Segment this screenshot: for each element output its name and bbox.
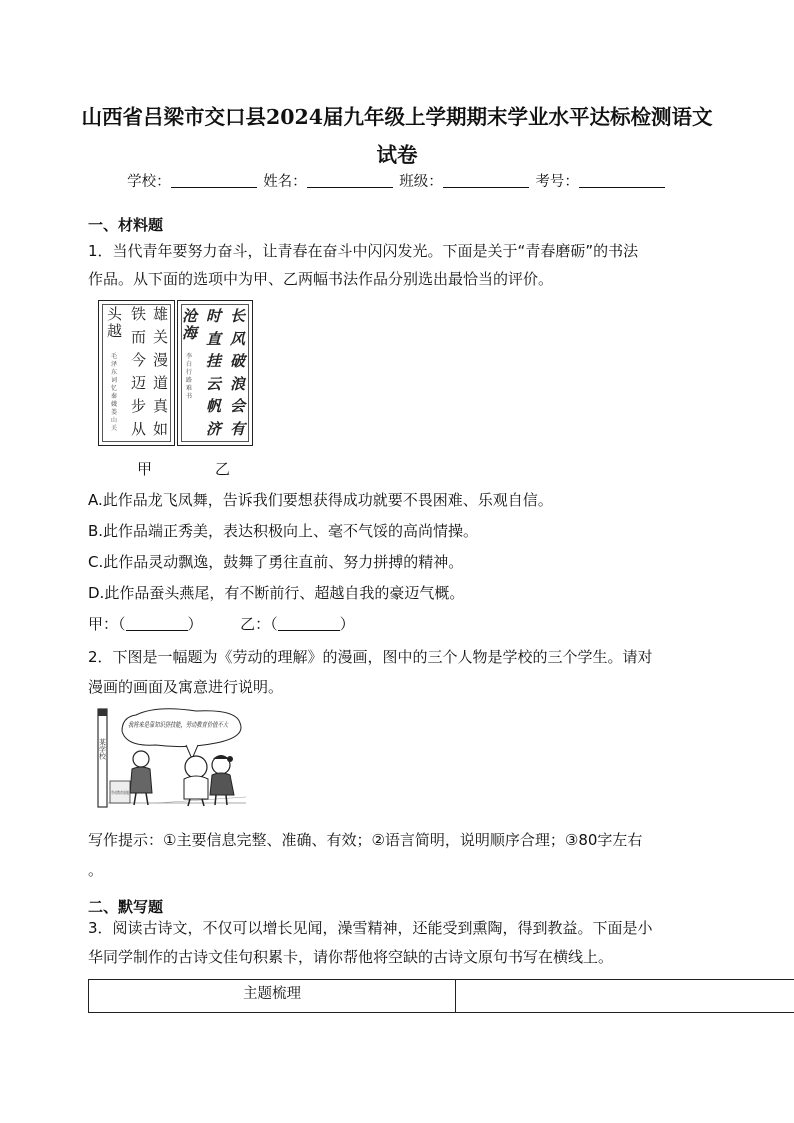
accumulation-card-table bbox=[88, 979, 794, 1013]
calligraphy-char: 云 bbox=[206, 374, 222, 393]
page-title: 山西省吕梁市交口县2024届九年级上学期期末学业水平达标检测语文 试卷 bbox=[81, 105, 713, 167]
calligraphy-char: 漫 bbox=[153, 351, 169, 369]
calligraphy-char: 会 bbox=[230, 397, 246, 416]
calligraphy-yi-image bbox=[177, 300, 253, 446]
calligraphy-char: 步 bbox=[131, 397, 147, 415]
school-blank[interactable] bbox=[171, 173, 257, 188]
calligraphy-char: 真 bbox=[153, 397, 169, 415]
calligraphy-column bbox=[230, 309, 246, 437]
calligraphy-inscription: 李白行路难书 bbox=[186, 353, 193, 400]
calligraphy-char: 迈 bbox=[131, 374, 147, 392]
calligraphy-column bbox=[131, 307, 146, 437]
calligraphy-char: 长 bbox=[230, 307, 246, 325]
calligraphy-char: 从 bbox=[131, 420, 147, 438]
exam-no-blank[interactable] bbox=[579, 173, 665, 188]
calligraphy-char: 时 bbox=[206, 307, 222, 325]
calligraphy-char: 海 bbox=[182, 324, 198, 342]
q2-hint: 。 bbox=[88, 861, 104, 879]
q1-text: 作品。从下面的选项中为甲、乙两幅书法作品分别选出最恰当的评价。 bbox=[88, 270, 554, 288]
option-b: B.此作品端正秀美，表达积极向上、毫不气馁的高尚情操。 bbox=[88, 522, 479, 540]
option-d: D.此作品蚕头燕尾，有不断前行、超越自我的豪迈气概。 bbox=[88, 584, 465, 602]
calligraphy-column bbox=[153, 307, 168, 437]
calligraphy-char: 关 bbox=[153, 328, 169, 346]
calligraphy-char: 越 bbox=[107, 322, 123, 340]
q2-text: 漫画的画面及寓意进行说明。 bbox=[88, 678, 284, 696]
calligraphy-char: 而 bbox=[131, 328, 147, 346]
calligraphy-char: 帆 bbox=[206, 397, 222, 416]
calligraphy-char: 直 bbox=[206, 329, 222, 348]
q2-text: 2．下图是一幅题为《劳动的理解》的漫画，图中的三个人物是学校的三个学生。请对 bbox=[88, 648, 653, 666]
calligraphy-char: 破 bbox=[230, 352, 246, 371]
calligraphy-char: 挂 bbox=[206, 352, 222, 371]
class-label: 班级： bbox=[399, 174, 443, 190]
cartoon-bubble-text: 我将来是靠知识拼技能，劳动教育价值不大 bbox=[128, 721, 229, 729]
q3-text: 华同学制作的古诗文佳句积累卡，请你帮他将空缺的古诗文原句书写在横线上。 bbox=[88, 948, 614, 966]
cartoon-image bbox=[96, 707, 248, 810]
section-heading: 二、默写题 bbox=[88, 898, 164, 916]
calligraphy-column bbox=[107, 307, 122, 339]
calligraphy-char: 风 bbox=[230, 329, 246, 348]
q1-text: 1．当代青年要努力奋斗，让青春在奋斗中闪闪发光。下面是关于“青春磨砺”的书法 bbox=[88, 242, 639, 260]
q1-answer-line: 甲：（ ） 乙：（ ） bbox=[88, 615, 355, 633]
calligraphy-char: 头 bbox=[107, 305, 123, 323]
school-label: 学校： bbox=[127, 174, 171, 190]
exam-no-label: 考号： bbox=[535, 174, 579, 190]
answer-yi-blank[interactable] bbox=[278, 617, 340, 631]
caption-jia: 甲 bbox=[137, 460, 153, 478]
calligraphy-column bbox=[182, 309, 198, 341]
calligraphy-char: 道 bbox=[153, 374, 169, 392]
calligraphy-char: 今 bbox=[131, 351, 147, 369]
caption-yi: 乙 bbox=[215, 460, 231, 478]
q2-hint: 写作提示：①主要信息完整、准确、有效；②语言简明，说明顺序合理；③80字左右 bbox=[88, 831, 643, 849]
calligraphy-char: 浪 bbox=[230, 374, 246, 393]
section-heading: 一、材料题 bbox=[88, 216, 164, 234]
calligraphy-char: 沧 bbox=[182, 307, 198, 325]
cartoon-sign-text: 某学校 bbox=[98, 738, 107, 760]
name-label: 姓名： bbox=[263, 174, 307, 190]
option-a: A.此作品龙飞凤舞，告诉我们要想获得成功就要不畏困难、乐观自信。 bbox=[88, 491, 553, 509]
calligraphy-char: 铁 bbox=[131, 305, 147, 323]
calligraphy-column bbox=[206, 309, 222, 437]
table-header-cell: 主题梳理 bbox=[89, 980, 456, 1013]
calligraphy-jia-image bbox=[98, 300, 175, 446]
calligraphy-char: 雄 bbox=[153, 305, 169, 323]
calligraphy-char: 有 bbox=[230, 419, 246, 438]
option-c: C.此作品灵动飘逸，鼓舞了勇往直前、努力拼搏的精神。 bbox=[88, 553, 464, 571]
answer-jia-blank[interactable] bbox=[126, 617, 188, 631]
name-blank[interactable] bbox=[307, 173, 393, 188]
table-empty-cell bbox=[456, 980, 794, 1013]
cartoon-plaque-text: 劳动教育基地 bbox=[111, 790, 135, 795]
calligraphy-char: 济 bbox=[206, 419, 222, 438]
calligraphy-char: 如 bbox=[153, 420, 169, 438]
calligraphy-inscription: 毛泽东词忆秦娥娄山关 bbox=[111, 353, 118, 432]
q3-text: 3．阅读古诗文，不仅可以增长见闻，澡雪精神，还能受到熏陶，得到教益。下面是小 bbox=[88, 919, 653, 937]
student-info bbox=[0, 170, 794, 191]
class-blank[interactable] bbox=[443, 173, 529, 188]
